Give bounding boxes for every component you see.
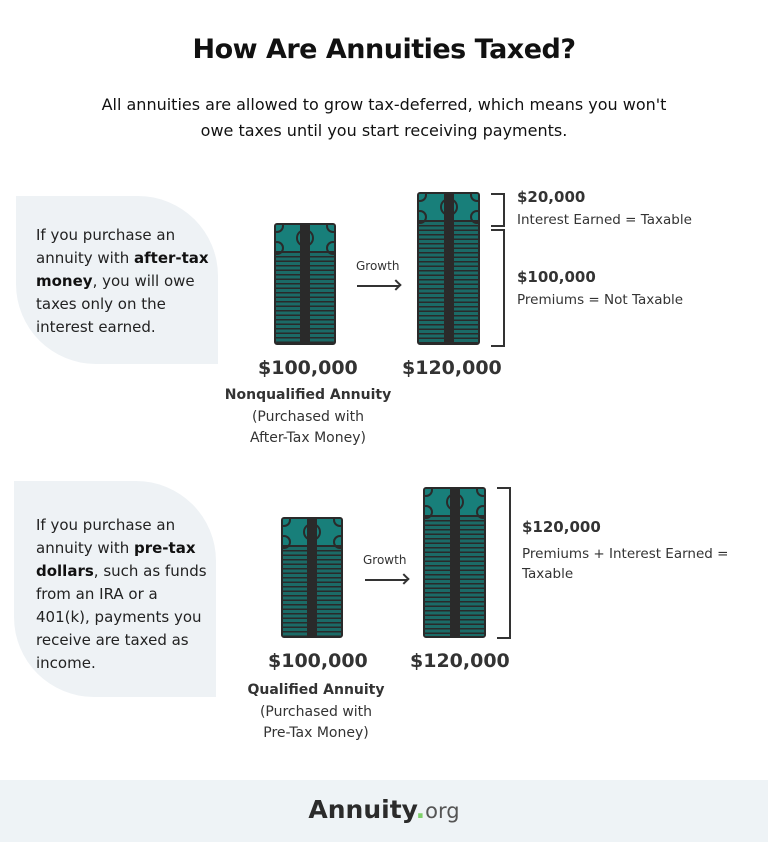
interest-bracket bbox=[491, 193, 505, 227]
after-tax-emphasis: after-tax money bbox=[36, 249, 209, 290]
premium-note: Premiums = Not Taxable bbox=[517, 292, 684, 308]
premium-bracket bbox=[491, 229, 505, 347]
premium-amount: $100,000 bbox=[517, 268, 596, 286]
logo-dot-icon: . bbox=[415, 795, 426, 824]
total-note: Premiums + Interest Earned = Taxable bbox=[522, 546, 729, 582]
growth-label: Growth bbox=[363, 553, 407, 567]
money-stack-large-icon bbox=[417, 192, 480, 345]
pre-tax-explainer-text: If you purchase an annuity with pre-tax dollars, such as funds from an IRA or a 401(k), payments you receive are taxed as income. bbox=[36, 516, 207, 672]
purchase-note: (Purchased with Pre-Tax Money) bbox=[259, 704, 373, 741]
start-amount: $100,000 bbox=[258, 357, 358, 379]
annuity-org-logo[interactable]: Annuity.org bbox=[308, 795, 460, 824]
interest-note: Interest Earned = Taxable bbox=[517, 212, 692, 228]
end-amount: $120,000 bbox=[410, 650, 510, 672]
after-tax-explainer-text: If you purchase an annuity with after-tax money, you will owe taxes only on the interest earned. bbox=[36, 226, 209, 336]
purchase-note: (Purchased with After-Tax Money) bbox=[250, 409, 366, 446]
page-subtitle bbox=[84, 92, 684, 144]
interest-amount: $20,000 bbox=[517, 188, 586, 206]
subtitle-line-1: All annuities are allowed to grow tax-deferred, which means you won't bbox=[101, 95, 667, 114]
page-title: How Are Annuities Taxed? bbox=[192, 34, 576, 65]
growth-arrow-icon bbox=[365, 579, 407, 581]
money-stack-small-icon bbox=[274, 223, 336, 345]
pre-tax-emphasis: pre-tax dollars bbox=[36, 539, 196, 580]
money-stack-small-icon bbox=[281, 517, 343, 638]
annuity-type-label: Qualified Annuity bbox=[247, 682, 385, 698]
money-stack-large-icon bbox=[423, 487, 486, 638]
total-amount: $120,000 bbox=[522, 518, 601, 536]
growth-label: Growth bbox=[356, 259, 400, 273]
subtitle-line-2: owe taxes until you start receiving payments. bbox=[200, 121, 568, 140]
annuity-type-label: Nonqualified Annuity bbox=[224, 387, 392, 403]
start-amount: $100,000 bbox=[268, 650, 368, 672]
end-amount: $120,000 bbox=[402, 357, 502, 379]
growth-arrow-icon bbox=[357, 285, 399, 287]
total-bracket bbox=[497, 487, 511, 639]
